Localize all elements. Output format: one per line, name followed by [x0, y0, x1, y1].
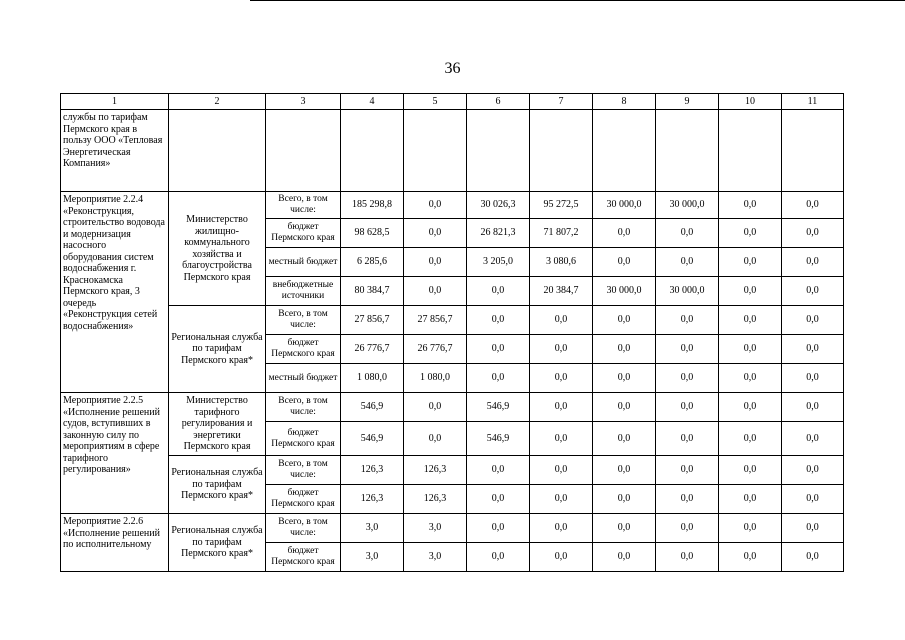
amount-cell: 126,3: [341, 456, 404, 485]
event-cell: службы по тарифам Пермского края в пользу ООО «Тепловая Энергетическая Компания»: [61, 110, 169, 192]
executor-cell: Министерство тарифного регулирования и энергетики Пермского края: [169, 393, 266, 456]
column-header: 5: [404, 94, 467, 110]
amount-cell: 0,0: [719, 306, 782, 335]
amount-cell: 26 776,7: [341, 335, 404, 364]
amount-cell: 0,0: [593, 364, 656, 393]
amount-cell: 0,0: [467, 514, 530, 543]
amount-cell: 0,0: [530, 543, 593, 572]
event-cell: Мероприятие 2.2.4 «Реконструкция, строительство водовода и модернизация насосного оборудования систем водоснабжения г. Краснокамска Пермского края, 3 очередь «Реконструкция сетей водоснабжения»: [61, 192, 169, 393]
table-row: [61, 306, 844, 335]
amount-cell: 0,0: [593, 335, 656, 364]
amount-cell: 0,0: [593, 422, 656, 456]
amount-cell: 0,0: [656, 543, 719, 572]
funding-source-cell: бюджет Пермского края: [266, 543, 341, 572]
amount-cell: 0,0: [404, 192, 467, 219]
amount-cell: 3 205,0: [467, 248, 530, 277]
amount-cell: 0,0: [719, 485, 782, 514]
amount-cell: 0,0: [467, 485, 530, 514]
amount-cell: 0,0: [530, 335, 593, 364]
funding-source-cell: Всего, в том числе:: [266, 393, 341, 422]
amount-cell: 3 080,6: [530, 248, 593, 277]
table-row: [61, 192, 844, 219]
amount-cell: 126,3: [404, 456, 467, 485]
amount-cell: 0,0: [404, 393, 467, 422]
amount-cell: 0,0: [404, 248, 467, 277]
amount-cell: 0,0: [782, 393, 844, 422]
amount-cell: 0,0: [656, 485, 719, 514]
amount-cell: 0,0: [782, 485, 844, 514]
amount-cell: 0,0: [656, 306, 719, 335]
amount-cell: 3,0: [341, 543, 404, 572]
amount-cell: 0,0: [719, 192, 782, 219]
amount-cell: 0,0: [719, 364, 782, 393]
column-header: 7: [530, 94, 593, 110]
empty-cell: [593, 110, 656, 192]
budget-table: [60, 93, 844, 572]
amount-cell: 0,0: [467, 456, 530, 485]
amount-cell: 0,0: [530, 485, 593, 514]
column-header: 9: [656, 94, 719, 110]
funding-source-cell: Всего, в том числе:: [266, 192, 341, 219]
amount-cell: 0,0: [593, 456, 656, 485]
amount-cell: 0,0: [782, 219, 844, 248]
funding-source-cell: местный бюджет: [266, 248, 341, 277]
amount-cell: 1 080,0: [404, 364, 467, 393]
amount-cell: 0,0: [593, 219, 656, 248]
column-header: 1: [61, 94, 169, 110]
empty-cell: [266, 110, 341, 192]
event-cell: Мероприятие 2.2.6 «Исполнение решений по исполнительному: [61, 514, 169, 572]
amount-cell: 0,0: [467, 277, 530, 306]
column-header: 6: [467, 94, 530, 110]
amount-cell: 0,0: [719, 514, 782, 543]
amount-cell: 0,0: [656, 248, 719, 277]
amount-cell: 27 856,7: [404, 306, 467, 335]
empty-cell: [404, 110, 467, 192]
table-row: [61, 393, 844, 422]
funding-source-cell: местный бюджет: [266, 364, 341, 393]
amount-cell: 0,0: [656, 335, 719, 364]
funding-source-cell: внебюджетные источники: [266, 277, 341, 306]
amount-cell: 0,0: [593, 514, 656, 543]
amount-cell: 0,0: [782, 456, 844, 485]
amount-cell: 546,9: [467, 393, 530, 422]
amount-cell: 30 000,0: [593, 192, 656, 219]
amount-cell: 185 298,8: [341, 192, 404, 219]
amount-cell: 0,0: [782, 335, 844, 364]
amount-cell: 0,0: [656, 393, 719, 422]
continuation-row: [61, 110, 844, 192]
amount-cell: 126,3: [404, 485, 467, 514]
amount-cell: 0,0: [593, 485, 656, 514]
empty-cell: [782, 110, 844, 192]
header-row: [61, 94, 844, 110]
event-cell: Мероприятие 2.2.5 «Исполнение решений судов, вступивших в законную силу по мероприятиям в сфере тарифного регулирования»: [61, 393, 169, 514]
table-row: [61, 514, 844, 543]
amount-cell: 0,0: [656, 219, 719, 248]
empty-cell: [467, 110, 530, 192]
amount-cell: 0,0: [656, 514, 719, 543]
amount-cell: 0,0: [719, 248, 782, 277]
executor-cell: Региональная служба по тарифам Пермского края*: [169, 306, 266, 393]
funding-source-cell: бюджет Пермского края: [266, 422, 341, 456]
funding-source-cell: бюджет Пермского края: [266, 219, 341, 248]
amount-cell: 0,0: [467, 306, 530, 335]
amount-cell: 26 821,3: [467, 219, 530, 248]
executor-cell: Региональная служба по тарифам Пермского края*: [169, 456, 266, 514]
empty-cell: [341, 110, 404, 192]
amount-cell: 0,0: [782, 364, 844, 393]
amount-cell: 0,0: [467, 364, 530, 393]
amount-cell: 0,0: [593, 393, 656, 422]
amount-cell: 0,0: [404, 422, 467, 456]
empty-cell: [530, 110, 593, 192]
column-header: 8: [593, 94, 656, 110]
amount-cell: 0,0: [719, 335, 782, 364]
amount-cell: 30 026,3: [467, 192, 530, 219]
amount-cell: 3,0: [404, 543, 467, 572]
amount-cell: 0,0: [530, 456, 593, 485]
amount-cell: 71 807,2: [530, 219, 593, 248]
amount-cell: 0,0: [404, 277, 467, 306]
amount-cell: 0,0: [593, 248, 656, 277]
column-header: 3: [266, 94, 341, 110]
amount-cell: 0,0: [656, 456, 719, 485]
amount-cell: 0,0: [593, 543, 656, 572]
amount-cell: 80 384,7: [341, 277, 404, 306]
amount-cell: 0,0: [719, 219, 782, 248]
executor-cell: Министерство жилищно-коммунального хозяйства и благоустройства Пермского края: [169, 192, 266, 306]
amount-cell: 0,0: [467, 335, 530, 364]
amount-cell: 0,0: [719, 456, 782, 485]
funding-source-cell: Всего, в том числе:: [266, 514, 341, 543]
column-header: 4: [341, 94, 404, 110]
amount-cell: 0,0: [593, 306, 656, 335]
amount-cell: 0,0: [719, 393, 782, 422]
column-header: 2: [169, 94, 266, 110]
amount-cell: 30 000,0: [593, 277, 656, 306]
empty-cell: [719, 110, 782, 192]
funding-source-cell: бюджет Пермского края: [266, 485, 341, 514]
amount-cell: 0,0: [530, 393, 593, 422]
empty-cell: [169, 110, 266, 192]
amount-cell: 0,0: [782, 277, 844, 306]
amount-cell: 546,9: [341, 393, 404, 422]
amount-cell: 30 000,0: [656, 277, 719, 306]
amount-cell: 6 285,6: [341, 248, 404, 277]
executor-cell: Региональная служба по тарифам Пермского края*: [169, 514, 266, 572]
amount-cell: 0,0: [467, 543, 530, 572]
funding-source-cell: Всего, в том числе:: [266, 306, 341, 335]
amount-cell: 30 000,0: [656, 192, 719, 219]
amount-cell: 126,3: [341, 485, 404, 514]
amount-cell: 95 272,5: [530, 192, 593, 219]
amount-cell: 27 856,7: [341, 306, 404, 335]
amount-cell: 0,0: [530, 364, 593, 393]
amount-cell: 98 628,5: [341, 219, 404, 248]
amount-cell: 0,0: [782, 306, 844, 335]
empty-cell: [656, 110, 719, 192]
amount-cell: 0,0: [782, 422, 844, 456]
amount-cell: 0,0: [782, 543, 844, 572]
page-number: 36: [444, 60, 461, 77]
column-header: 10: [719, 94, 782, 110]
column-header: 11: [782, 94, 844, 110]
amount-cell: 3,0: [341, 514, 404, 543]
amount-cell: 0,0: [530, 514, 593, 543]
amount-cell: 0,0: [530, 306, 593, 335]
amount-cell: 546,9: [341, 422, 404, 456]
table-row: [61, 456, 844, 485]
amount-cell: 0,0: [656, 422, 719, 456]
amount-cell: 0,0: [404, 219, 467, 248]
amount-cell: 0,0: [656, 364, 719, 393]
top-rule: [250, 0, 905, 1]
amount-cell: 26 776,7: [404, 335, 467, 364]
amount-cell: 0,0: [719, 543, 782, 572]
amount-cell: 0,0: [782, 514, 844, 543]
amount-cell: 1 080,0: [341, 364, 404, 393]
amount-cell: 0,0: [530, 422, 593, 456]
amount-cell: 0,0: [719, 422, 782, 456]
amount-cell: 546,9: [467, 422, 530, 456]
amount-cell: 20 384,7: [530, 277, 593, 306]
funding-source-cell: бюджет Пермского края: [266, 335, 341, 364]
amount-cell: 0,0: [782, 248, 844, 277]
amount-cell: 0,0: [719, 277, 782, 306]
amount-cell: 0,0: [782, 192, 844, 219]
amount-cell: 3,0: [404, 514, 467, 543]
funding-source-cell: Всего, в том числе:: [266, 456, 341, 485]
